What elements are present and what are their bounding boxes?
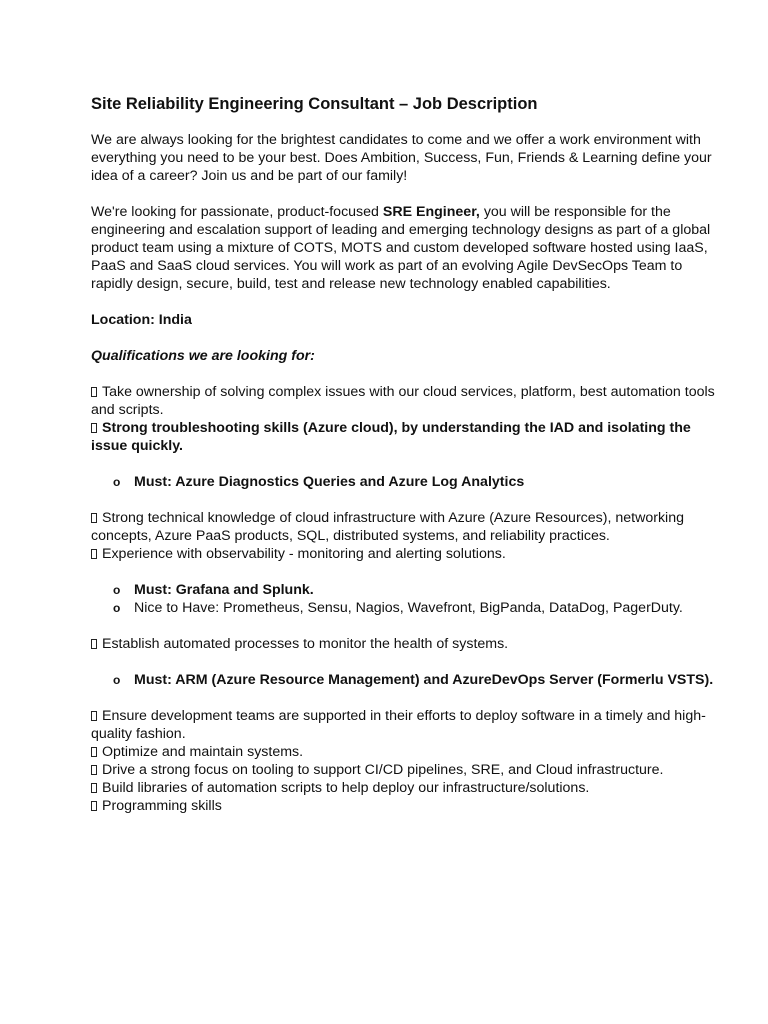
location-line: Location: India: [91, 312, 192, 328]
qualification-item: Build libraries of automation scripts to help deploy our infrastructure/solutions.: [91, 779, 721, 797]
sub-list: [91, 473, 721, 491]
qualification-item: Ensure development teams are supported in their efforts to deploy software in a timely and high-quality fashion.: [91, 708, 706, 742]
bullet-box-icon: [91, 801, 97, 811]
qualification-item: Strong technical knowledge of cloud infrastructure with Azure (Azure Resources), networking concepts, Azure PaaS products, SQL, distributed systems, and reliability practices.: [91, 510, 684, 544]
bullet-box-icon: [91, 711, 97, 721]
bullet-box-icon: [91, 747, 97, 757]
role-paragraph-end: you will be responsible for the engineering and escalation support of leading and emerging technology designs as part of a global product team using a mixture of COTS, MOTS and custom developed software hosted using IaaS, PaaS and SaaS cloud services. You will work as part of an evolving Agile DevSecOps Team to rapidly design, secure, build, test and release new technology enabled capabilities.: [91, 204, 711, 292]
sub-list-item: o Must: Grafana and Splunk.: [113, 582, 314, 598]
qualification-item: Drive a strong focus on tooling to support CI/CD pipelines, SRE, and Cloud infrastructure.: [91, 761, 721, 779]
role-paragraph: [91, 203, 721, 293]
role-title: SRE Engineer,: [382, 204, 480, 220]
sub-list: [91, 671, 721, 689]
intro-paragraph: We are always looking for the brightest candidates to come and we offer a work environment with everything you need to be your best. Does Ambition, Success, Fun, Friends & Learning define your idea of a career? Join us and be part of our family!: [91, 132, 712, 184]
circle-bullet-icon: o: [113, 601, 121, 615]
qualification-item: Optimize and maintain systems.: [91, 743, 721, 761]
qualification-item: Strong troubleshooting skills (Azure cloud), by understanding the IAD and isolating the issue quickly.: [91, 420, 691, 454]
sub-list-item: o Nice to Have: Prometheus, Sensu, Nagios, Wavefront, BigPanda, DataDog, PagerDuty.: [113, 600, 683, 616]
bullet-box-icon: [91, 765, 97, 775]
bullet-box-icon: [91, 783, 97, 793]
document-title: Site Reliability Engineering Consultant – Job Description: [91, 95, 538, 113]
circle-bullet-icon: o: [113, 673, 121, 687]
qualification-item: Programming skills: [91, 797, 721, 815]
role-paragraph-start: We're looking for passionate, product-focused: [91, 204, 383, 220]
circle-bullet-icon: o: [113, 583, 121, 597]
circle-bullet-icon: o: [113, 475, 121, 489]
bullet-box-icon: [91, 513, 97, 523]
bullet-box-icon: [91, 423, 97, 433]
bullet-box-icon: [91, 549, 97, 559]
qualification-item: Take ownership of solving complex issues with our cloud services, platform, best automation tools and scripts.: [91, 384, 715, 418]
sub-list-item: o Must: ARM (Azure Resource Management) and AzureDevOps Server (Formerlu VSTS).: [113, 672, 714, 688]
bullet-box-icon: [91, 387, 97, 397]
qualifications-heading: Qualifications we are looking for:: [91, 348, 315, 364]
sub-list-item: o Must: Azure Diagnostics Queries and Azure Log Analytics: [113, 474, 525, 490]
bullet-box-icon: [91, 639, 97, 649]
job-description-document: [91, 93, 721, 815]
qualification-item: Establish automated processes to monitor the health of systems.: [91, 635, 721, 653]
qualification-item: Experience with observability - monitoring and alerting solutions.: [91, 545, 721, 563]
sub-list: [91, 581, 721, 617]
